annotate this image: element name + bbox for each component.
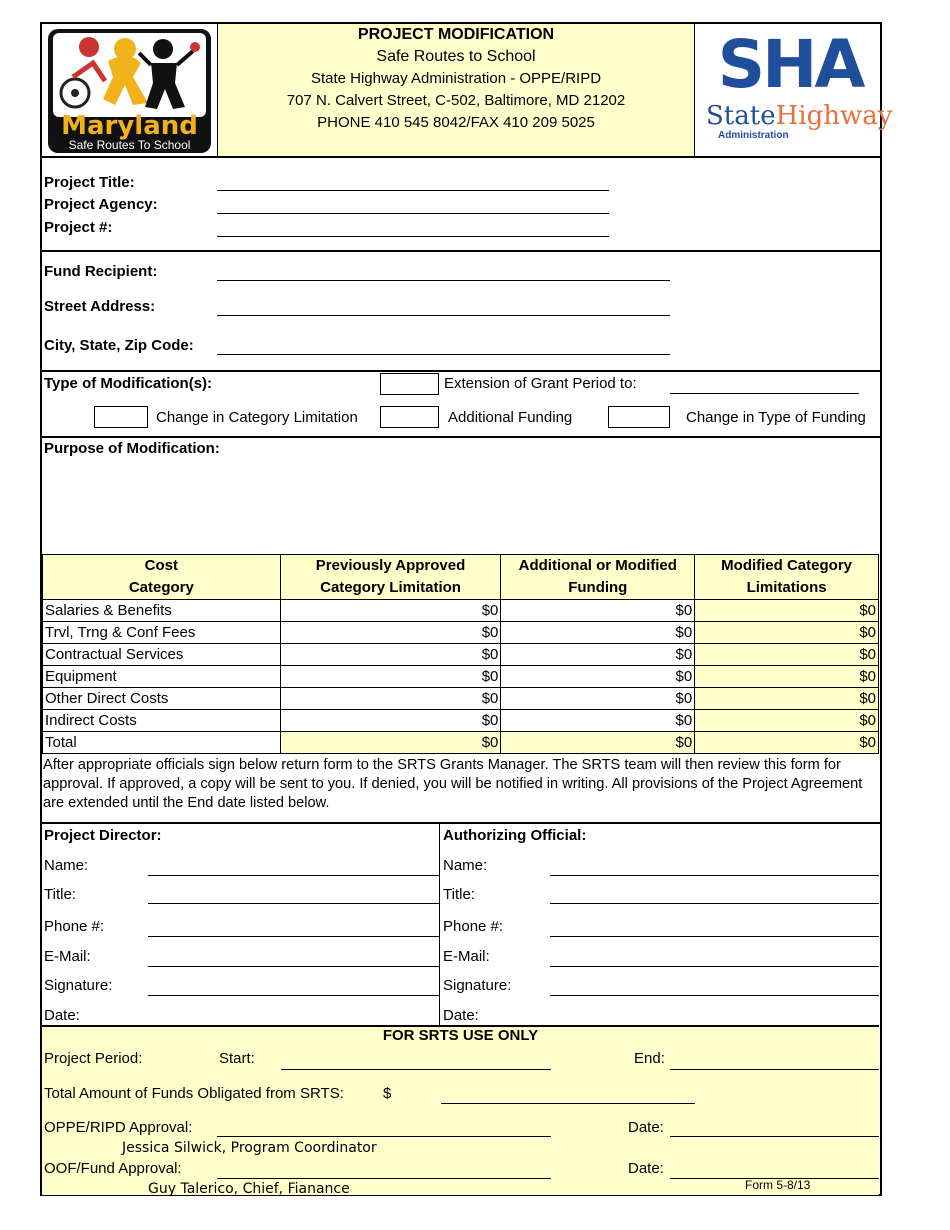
form-number: Form 5-8/13 xyxy=(745,1178,811,1192)
oof-approval-field[interactable] xyxy=(217,1178,551,1179)
total-funds-field[interactable] xyxy=(441,1103,695,1104)
extension-checkbox[interactable] xyxy=(380,373,439,395)
row-category: Indirect Costs xyxy=(43,710,281,732)
project-agency-label: Project Agency: xyxy=(44,196,158,213)
agency-phone: PHONE 410 545 8042/FAX 410 209 5025 xyxy=(317,114,595,131)
official-title-field[interactable] xyxy=(550,903,879,904)
row-category: Equipment xyxy=(43,666,281,688)
row-prev-value[interactable]: $0 xyxy=(280,666,501,688)
row-add-value[interactable]: $0 xyxy=(501,644,695,666)
row-add-value[interactable]: $0 xyxy=(501,622,695,644)
oppe-approval-label: OPPE/RIPD Approval: xyxy=(44,1119,193,1136)
table-row xyxy=(43,600,879,622)
director-email-label: E-Mail: xyxy=(44,948,91,965)
row-category: Other Direct Costs xyxy=(43,688,281,710)
form-title: PROJECT MODIFICATION xyxy=(357,26,555,43)
row-prev-value[interactable]: $0 xyxy=(280,622,501,644)
agency-address: 707 N. Calvert Street, C-502, Baltimore, MD 21202 xyxy=(286,92,626,109)
fund-recipient-field[interactable] xyxy=(217,280,670,281)
col-header-additional-funding: Additional or Modified Funding xyxy=(501,555,695,600)
director-phone-field[interactable] xyxy=(148,936,439,937)
additional-funding-label: Additional Funding xyxy=(448,409,573,426)
project-title-field[interactable] xyxy=(217,190,609,191)
director-title-label: Title: xyxy=(44,886,76,903)
project-period-label: Project Period: xyxy=(44,1050,143,1067)
row-category: Trvl, Trng & Conf Fees xyxy=(43,622,281,644)
total-add-value: $0 xyxy=(501,732,695,754)
oppe-date-field[interactable] xyxy=(670,1136,879,1137)
col-header-previously-approved: Previously Approved Category Limitation xyxy=(280,555,501,600)
director-signature-label: Signature: xyxy=(44,977,113,994)
sha-name-highway: Highway xyxy=(775,101,893,131)
program-name: Safe Routes to School xyxy=(376,48,536,65)
official-title-label: Title: xyxy=(443,886,475,903)
fund-recipient-label: Fund Recipient: xyxy=(44,263,158,280)
city-state-zip-field[interactable] xyxy=(217,354,670,355)
category-limitation-checkbox[interactable] xyxy=(94,406,148,428)
street-address-label: Street Address: xyxy=(44,298,156,315)
official-email-field[interactable] xyxy=(550,966,879,967)
oof-approver-name: Guy Talerico, Chief, Fianance xyxy=(148,1181,350,1197)
total-funds-label: Total Amount of Funds Obligated from SRTS: xyxy=(44,1085,344,1102)
sha-logo xyxy=(706,26,893,146)
cost-table xyxy=(42,554,879,754)
row-add-value[interactable]: $0 xyxy=(501,600,695,622)
row-category: Salaries & Benefits xyxy=(43,600,281,622)
sha-sub: Administration xyxy=(718,130,789,141)
project-number-label: Project #: xyxy=(44,219,113,236)
director-signature-field[interactable] xyxy=(148,995,439,996)
row-category: Total xyxy=(43,732,281,754)
total-prev-value: $0 xyxy=(280,732,501,754)
row-prev-value[interactable]: $0 xyxy=(280,688,501,710)
table-row xyxy=(43,688,879,710)
official-name-label: Name: xyxy=(443,857,488,874)
purpose-label: Purpose of Modification: xyxy=(44,440,220,457)
row-category: Contractual Services xyxy=(43,644,281,666)
director-name-label: Name: xyxy=(44,857,89,874)
maryland-srts-logo xyxy=(48,29,211,153)
project-title-label: Project Title: xyxy=(44,174,135,191)
table-row xyxy=(43,644,879,666)
official-name-field[interactable] xyxy=(550,875,879,876)
row-mod-value: $0 xyxy=(695,710,879,732)
row-mod-value: $0 xyxy=(695,622,879,644)
official-email-label: E-Mail: xyxy=(443,948,490,965)
sha-name-state: State xyxy=(706,101,776,131)
type-funding-checkbox[interactable] xyxy=(608,406,670,428)
row-add-value[interactable]: $0 xyxy=(501,688,695,710)
director-email-field[interactable] xyxy=(148,966,439,967)
director-name-field[interactable] xyxy=(148,875,439,876)
logo-tagline: Safe Routes To School xyxy=(68,138,191,152)
row-add-value[interactable]: $0 xyxy=(501,666,695,688)
header-block xyxy=(217,24,695,157)
extension-label: Extension of Grant Period to: xyxy=(444,375,637,392)
row-add-value[interactable]: $0 xyxy=(501,710,695,732)
oof-approval-label: OOF/Fund Approval: xyxy=(44,1160,182,1177)
official-signature-label: Signature: xyxy=(443,977,512,994)
total-mod-value: $0 xyxy=(695,732,879,754)
start-date-field[interactable] xyxy=(281,1069,551,1070)
dollar-sign: $ xyxy=(383,1085,392,1102)
row-mod-value: $0 xyxy=(695,600,879,622)
additional-funding-checkbox[interactable] xyxy=(380,406,439,428)
purpose-field[interactable] xyxy=(42,462,879,554)
submission-notice: After appropriate officials sign below return form to the SRTS Grants Manager. The SRTS team will then review this form for approval. If approved, a copy will be sent to you. If denied, you will be notified in writing. All provisions of the Project Agreement are extended until the End date listed below. xyxy=(43,757,863,811)
project-modification-form xyxy=(40,22,893,1197)
category-limitation-label: Change in Category Limitation xyxy=(156,409,358,426)
city-state-zip-label: City, State, Zip Code: xyxy=(44,337,194,354)
extension-date-field[interactable] xyxy=(670,393,859,394)
maryland-wordmark: Maryland xyxy=(61,111,198,141)
end-label: End: xyxy=(634,1050,665,1067)
project-director-heading: Project Director: xyxy=(44,827,162,844)
col-header-cost-category: Cost Category xyxy=(43,555,281,600)
oppe-date-label: Date: xyxy=(628,1119,664,1136)
row-mod-value: $0 xyxy=(695,666,879,688)
director-title-field[interactable] xyxy=(148,903,439,904)
authorizing-official-heading: Authorizing Official: xyxy=(443,827,587,844)
oof-date-label: Date: xyxy=(628,1160,664,1177)
oppe-approval-field[interactable] xyxy=(217,1136,551,1137)
oppe-approver-name: Jessica Silwick, Program Coordinator xyxy=(122,1140,377,1156)
modification-type-label: Type of Modification(s): xyxy=(44,375,213,392)
srts-heading: FOR SRTS USE ONLY xyxy=(382,1027,539,1044)
row-prev-value[interactable]: $0 xyxy=(280,644,501,666)
srts-use-only-section xyxy=(42,1025,879,1195)
director-phone-label: Phone #: xyxy=(44,918,105,935)
col-header-modified-limitations: Modified Category Limitations xyxy=(695,555,879,600)
project-number-field[interactable] xyxy=(217,236,609,237)
table-row xyxy=(43,710,879,732)
total-row xyxy=(43,732,879,754)
table-row xyxy=(43,666,879,688)
end-date-field[interactable] xyxy=(670,1069,879,1070)
director-date-label: Date: xyxy=(44,1007,80,1024)
street-address-field[interactable] xyxy=(217,315,670,316)
official-signature-field[interactable] xyxy=(550,995,879,996)
start-label: Start: xyxy=(219,1050,255,1067)
sha-letters: SHA xyxy=(717,26,863,103)
official-date-label: Date: xyxy=(443,1007,479,1024)
agency-name: State Highway Administration - OPPE/RIPD xyxy=(310,70,602,87)
row-mod-value: $0 xyxy=(695,644,879,666)
project-agency-field[interactable] xyxy=(217,213,609,214)
official-phone-label: Phone #: xyxy=(443,918,504,935)
row-prev-value[interactable]: $0 xyxy=(280,710,501,732)
table-row xyxy=(43,622,879,644)
children-icon xyxy=(53,33,206,117)
row-prev-value[interactable]: $0 xyxy=(280,600,501,622)
row-mod-value: $0 xyxy=(695,688,879,710)
type-funding-label: Change in Type of Funding xyxy=(686,409,866,426)
official-phone-field[interactable] xyxy=(550,936,879,937)
